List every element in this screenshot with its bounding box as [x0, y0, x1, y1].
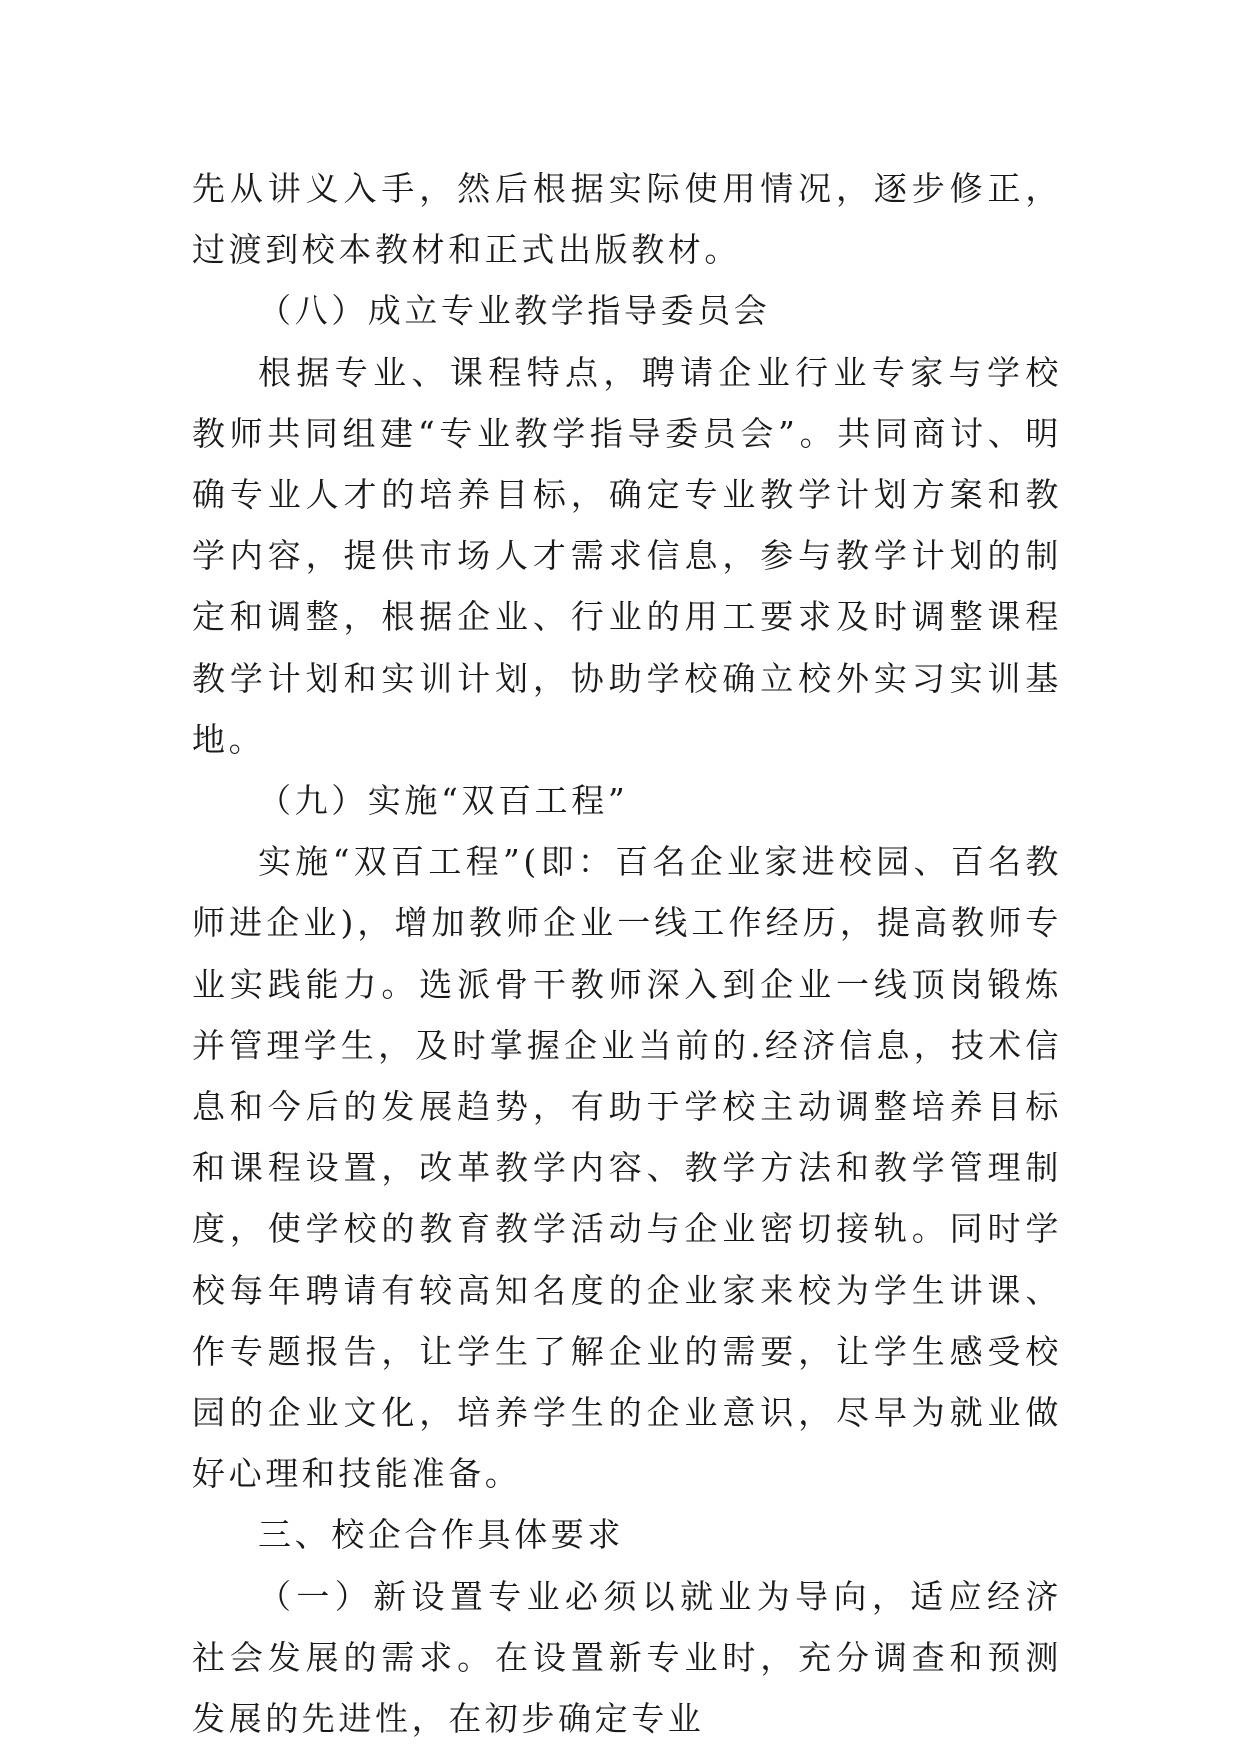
document-body — [192, 158, 1062, 1749]
section-heading-8: （八）成立专业教学指导委员会 — [258, 291, 771, 331]
paragraph-teaching-committee: 根据专业、课程特点，聘请企业行业专家与学校教师共同组建“专业教学指导委员会”。共同商讨、明确专业人才的培养目标，确定专业教学计划方案和教学内容，提供市场人才需求信息，参与教学计划的制定和调整，根据企业、行业的用工要求及时调整课程教学计划和实训计划，协助学校确立校外实习实训基地。 — [192, 352, 1062, 759]
paragraph-double-hundred-project: 实施“双百工程”(即：百名企业家进校园、百名教师进企业)，增加教师企业一线工作经历，提高教师专业实践能力。选派骨干教师深入到企业一线顶岗锻炼并管理学生，及时掌握企业当前的.经济信息，技术信息和今后的发展趋势，有助于学校主动调整培养目标和课程设置，改革教学内容、教学方法和教学管理制度，使学校的教育教学活动与企业密切接轨。同时学校每年聘请有较高知名度的企业家来校为学生讲课、作专题报告，让学生了解企业的需要，让学生感受校园的企业文化，培养学生的企业意识，尽早为就业做好心理和技能准备。 — [192, 842, 1062, 1494]
paragraph-new-major-setup: （一）新设置专业必须以就业为导向，适应经济社会发展的需求。在设置新专业时，充分调查和预测发展的先进性，在初步确定专业 — [192, 1576, 1062, 1739]
section-heading-9: （九）实施“双百工程” — [258, 781, 629, 821]
section-heading-3: 三、校企合作具体要求 — [258, 1515, 624, 1555]
paragraph-textbook-transition: 先从讲义入手，然后根据实际使用情况，逐步修正，过渡到校本教材和正式出版教材。 — [192, 169, 1062, 270]
